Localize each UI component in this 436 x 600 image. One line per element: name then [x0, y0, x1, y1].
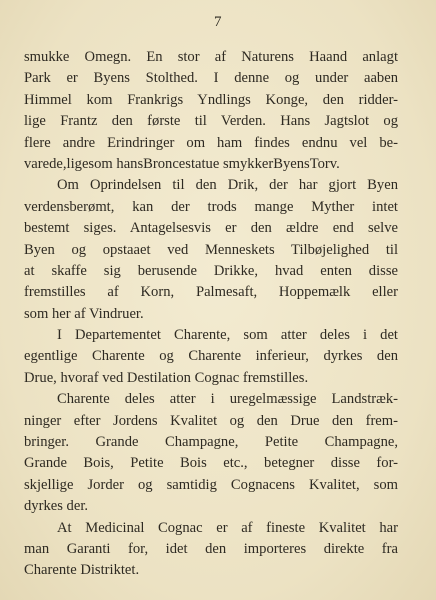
text-line: flere andre Erindringer om ham findes endnu vel be-	[24, 134, 398, 151]
text-line: bringer. Grande Champagne, Petite Champagne,	[24, 434, 398, 451]
text-line: man Garanti for, idet den importeres direkte fra	[24, 540, 398, 557]
page-number: 7	[214, 14, 222, 30]
text-line: Grande Bois, Petite Bois etc., betegner disse for-	[24, 455, 398, 472]
text-line: fremstilles af Korn, Palmesaft, Hoppemælk eller	[24, 284, 398, 301]
text-line: bestemt siges. Antagelsesvis er den ældre end selve	[24, 220, 398, 237]
text-line: varede,ligesom hansBroncestatue smykkerByensTorv.	[24, 155, 340, 172]
body-text	[24, 47, 398, 582]
text-line: ninger efter Jordens Kvalitet og den Drue den frem-	[24, 412, 398, 429]
text-line: som her af Vindruer.	[24, 305, 144, 322]
text-line: At Medicinal Cognac er af fineste Kvalitet har	[57, 519, 398, 536]
text-line: smukke Omegn. En stor af Naturens Haand anlagt	[24, 49, 398, 65]
text-line: dyrkes der.	[24, 498, 89, 515]
text-line: Charente deles atter i uregelmæssige Landstræk-	[57, 391, 398, 408]
text-line: verdensberømt, kan der trods mange Myther intet	[24, 198, 398, 215]
text-line: Park er Byens Stolthed. I denne og under aaben	[24, 70, 398, 87]
text-line: I Departementet Charente, som atter deles i det	[57, 327, 398, 344]
text-line: lige Frantz den første til Verden. Hans Jagtslot og	[24, 113, 398, 130]
text-line: Himmel kom Frankrigs Yndlings Konge, den ridder-	[24, 91, 398, 108]
text-line: skjellige Jorder og samtidig Cognacens Kvalitet, som	[24, 476, 398, 493]
text-line: at skaffe sig berusende Drikke, hvad enten disse	[24, 262, 398, 279]
text-line: Charente Distriktet.	[24, 562, 140, 579]
text-line: Om Oprindelsen til den Drik, der har gjort Byen	[57, 177, 398, 194]
text-line: Drue, hvoraf ved Destilation Cognac fremstilles.	[24, 369, 309, 386]
text-line: Byen og opstaaet ved Menneskets Tilbøjelighed til	[24, 241, 398, 258]
text-line: egentlige Charente og Charente inferieur, dyrkes den	[24, 348, 398, 365]
